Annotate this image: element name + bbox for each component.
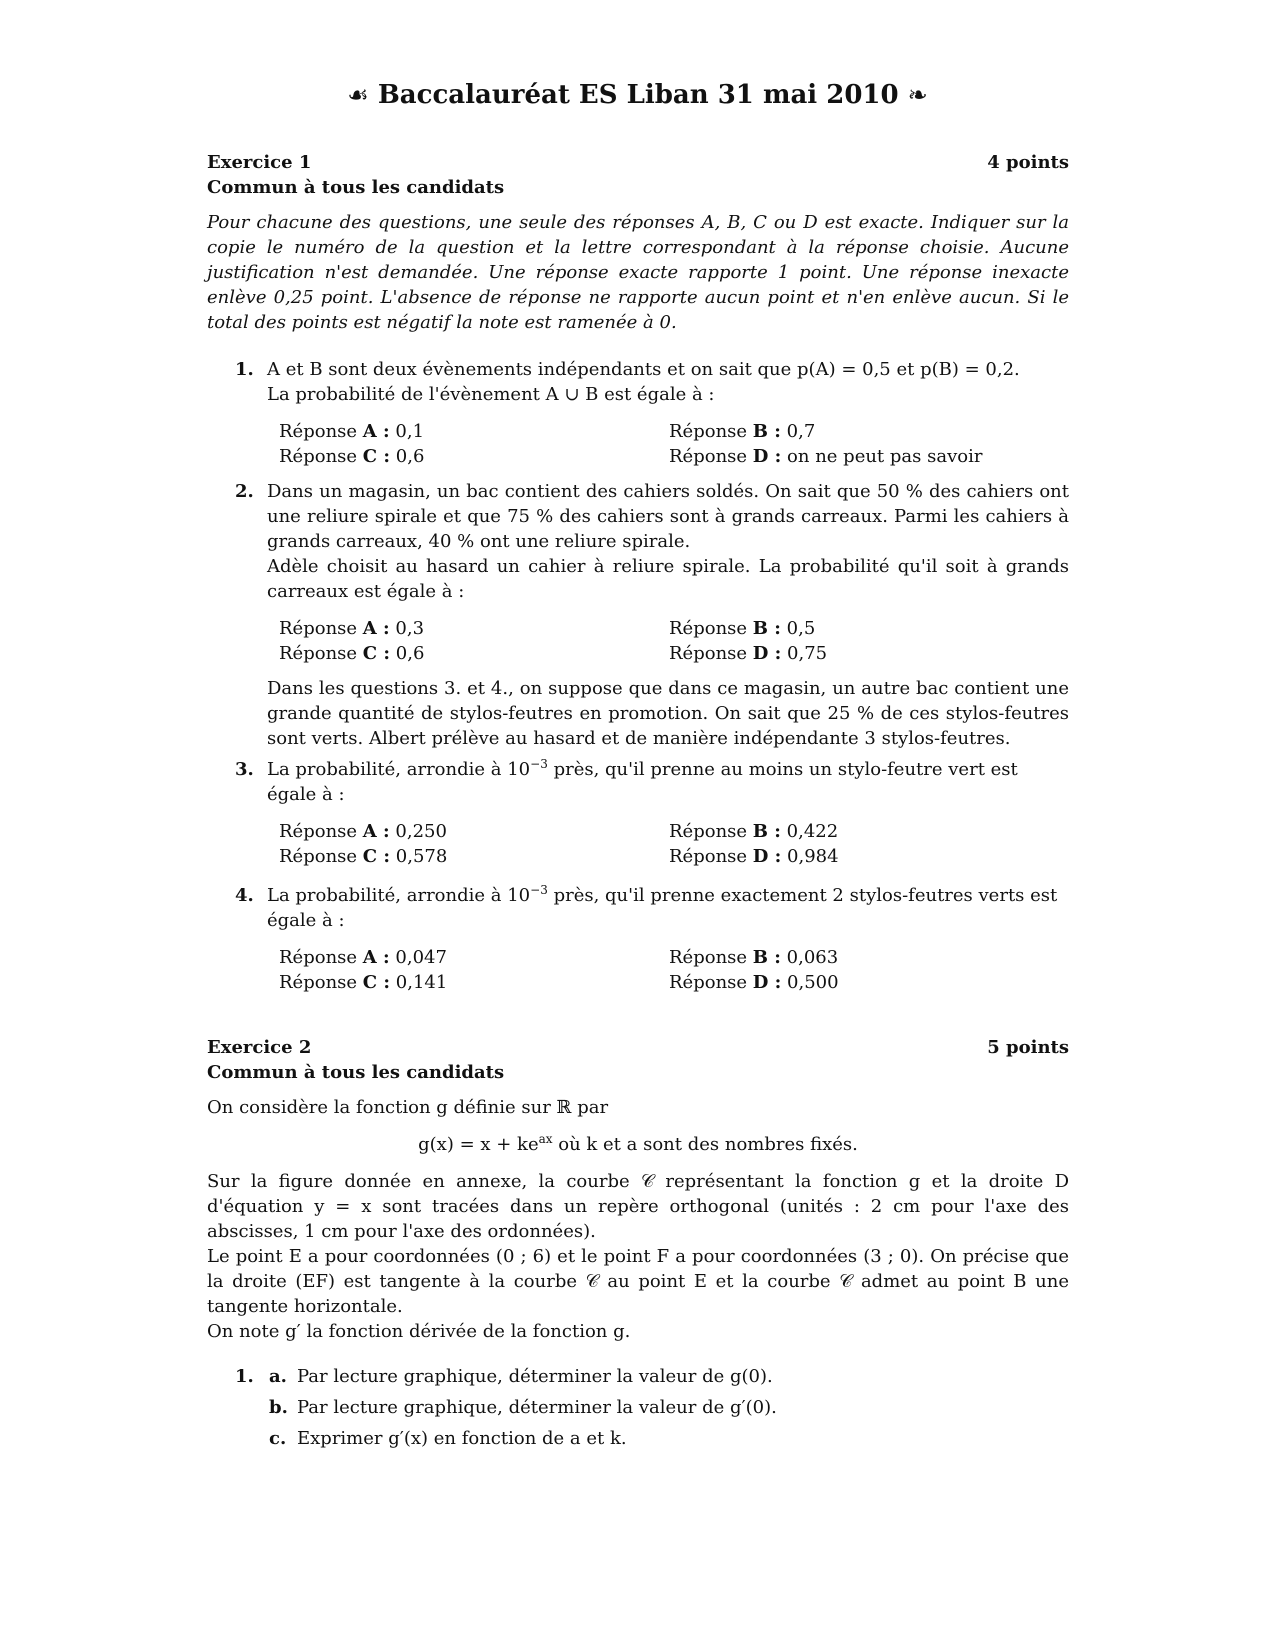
answer-c: Réponse C : 0,141 [279,972,448,993]
sub-question-text: Par lecture graphique, déterminer la valeur de g′(0). [297,1397,777,1418]
question-2-text-1: Dans un magasin, un bac contient des cahiers soldés. On sait que 50 % des cahiers ont une reliure spirale et que 75 % des cahiers sont à grands carreaux. Parmi les cahiers à grands carreaux, 40 % ont une reliure spirale. [267,481,1069,552]
question-3 [207,757,1069,869]
answer-b: Réponse B : 0,422 [669,821,839,842]
answer-grid [279,616,1069,666]
exercise-1-instructions: Pour chacune des questions, une seule des réponses A, B, C ou D est exacte. Indiquer sur la copie le numéro de la question et la lettre correspondant à la réponse choisie. Aucune justification n'est demandée. Une réponse exacte rapporte 1 point. Une réponse inexacte enlève 0,25 point. L'absence de réponse ne rapporte aucun point et n'en enlève aucun. Si le total des points est négatif la note est ramenée à 0. [207,212,1069,333]
exercise-2-header [207,1035,1069,1060]
exercise-1-title: Exercice 1 [207,152,312,173]
exercise-2-paragraph-2: Le point E a pour coordonnées (0 ; 6) et le point F a pour coordonnées (3 ; 0). On précise que la droite (EF) est tangente à la courbe 𝒞 au point E et la courbe 𝒞 admet au point B une tangente horizontale. [207,1246,1069,1317]
ornament-left-icon: ☙ [347,81,369,109]
answer-d: Réponse D : 0,500 [669,972,839,993]
exercise-1-header [207,150,1069,175]
exercise-2-intro: On considère la fonction g définie sur ℝ par [207,1097,609,1118]
question-number: 1. [235,359,254,380]
question-number: 4. [235,885,254,906]
question-2 [207,479,1069,666]
question-1-line-1: A et B sont deux évènements indépendants et on sait que p(A) = 0,5 et p(B) = 0,2. [267,359,1020,380]
question-1 [207,357,1069,469]
exercise-2-question-1c [207,1426,1069,1451]
answer-c: Réponse C : 0,6 [279,643,425,664]
sub-question-text: Exprimer g′(x) en fonction de a et k. [297,1428,627,1449]
question-number: 1. [235,1366,254,1387]
sub-question-letter: a. [269,1366,287,1387]
document-body [207,150,1069,1451]
function-formula: $g(x) = x + ke^{ax}$ où k et a sont des nombres fixés. [418,1132,858,1155]
exercise-2-title: Exercice 2 [207,1037,312,1058]
exercise-2-paragraph-3: On note g′ la fonction dérivée de la fonction g. [207,1321,631,1342]
answer-d: Réponse D : 0,984 [669,846,839,867]
exercise-2-points: 5 points [987,1037,1069,1058]
sub-question-letter: c. [269,1428,287,1449]
exercise-1-subtitle: Commun à tous les candidats [207,177,505,198]
answer-c: Réponse C : 0,6 [279,446,425,467]
answer-c: Réponse C : 0,578 [279,846,448,867]
answer-a: Réponse A : 0,1 [279,421,425,442]
answer-a: Réponse A : 0,3 [279,618,425,639]
question-4-text: La probabilité, arrondie à $10^{-3}$ près, qu'il prenne exactement 2 stylos-feutres verts est égale à : [267,883,1058,931]
title-text: Baccalauréat ES Liban 31 mai 2010 [377,80,899,110]
answer-grid [279,945,1069,995]
question-2-text-2: Adèle choisit au hasard un cahier à reliure spirale. La probabilité qu'il soit à grands carreaux est égale à : [267,556,1069,602]
page-title [0,80,1275,110]
answer-a: Réponse A : 0,250 [279,821,447,842]
question-number: 2. [235,481,254,502]
answer-grid [279,819,1069,869]
answer-d: Réponse D : 0,75 [669,643,828,664]
exercise-2-question-1b [207,1395,1069,1420]
exercise-2-question-1a [207,1364,1069,1389]
exercise-2-paragraph-1: Sur la figure donnée en annexe, la courbe 𝒞 représentant la fonction g et la droite D d'équation y = x sont tracées dans un repère orthogonal (unités : 2 cm pour l'axe des abscisses, 1 cm pour l'axe des ordonnées). [207,1171,1069,1242]
question-number: 3. [235,759,254,780]
answer-b: Réponse B : 0,5 [669,618,816,639]
answer-b: Réponse B : 0,063 [669,947,839,968]
ornament-right-icon: ❧ [907,81,928,109]
questions-3-4-context: Dans les questions 3. et 4., on suppose que dans ce magasin, un autre bac contient une grande quantité de stylos-feutres en promotion. On sait que 25 % de ces stylos-feutres sont verts. Albert prélève au hasard et de manière indépendante 3 stylos-feutres. [267,678,1069,749]
question-3-text: La probabilité, arrondie à $10^{-3}$ près, qu'il prenne au moins un stylo-feutre vert est égale à : [267,757,1018,805]
answer-d: Réponse D : on ne peut pas savoir [669,446,983,467]
exercise-2-subtitle: Commun à tous les candidats [207,1062,505,1083]
sub-question-letter: b. [269,1397,288,1418]
question-4 [207,883,1069,995]
answer-a: Réponse A : 0,047 [279,947,447,968]
answer-b: Réponse B : 0,7 [669,421,816,442]
answer-grid [279,419,1069,469]
sub-question-text: Par lecture graphique, déterminer la valeur de g(0). [297,1366,773,1387]
exercise-1-points: 4 points [987,152,1069,173]
question-1-line-2: La probabilité de l'évènement A ∪ B est égale à : [267,384,715,405]
